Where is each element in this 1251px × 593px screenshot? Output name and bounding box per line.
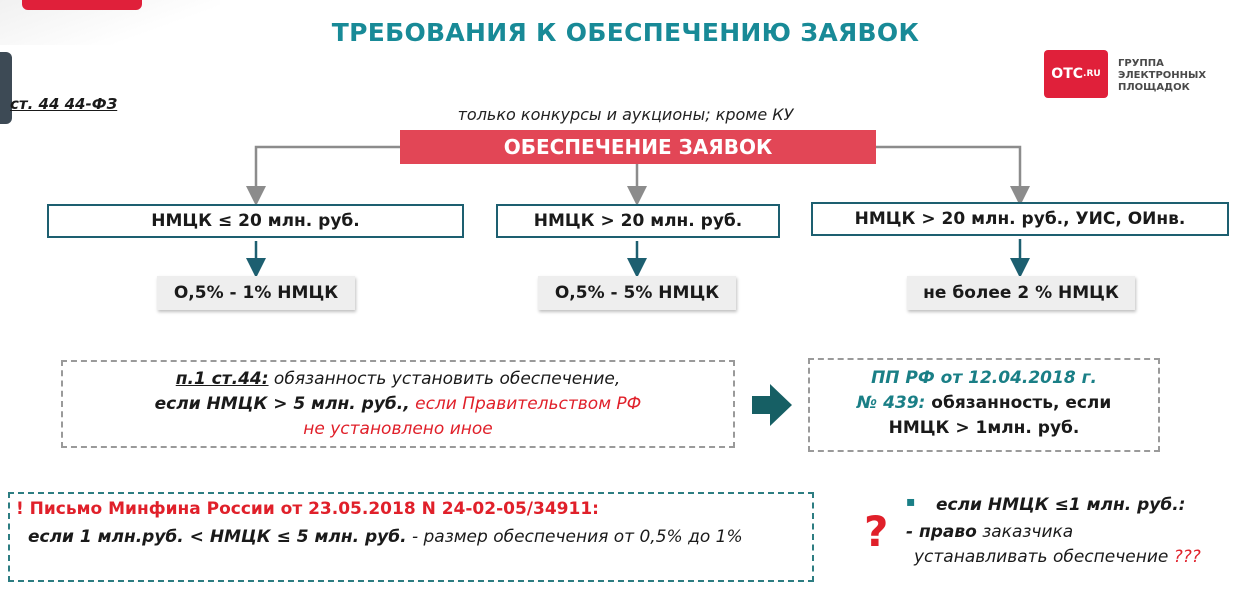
rule-text-2-red: если Правительством РФ — [409, 394, 642, 414]
connector-left — [256, 147, 400, 196]
decree-line-2 — [808, 391, 1160, 416]
logo-caption-line: ЭЛЕКТРОННЫХ — [1118, 70, 1207, 81]
note-customer: заказчика — [976, 522, 1074, 542]
connector-right — [876, 147, 1020, 196]
question-mark: ? — [864, 507, 889, 556]
rule-text-2: если НМЦК > 5 млн. руб., — [154, 394, 410, 414]
rule-line-1 — [61, 367, 735, 392]
scope-note: только конкурсы и аукционы; кроме КУ — [457, 105, 794, 124]
note-right: - право — [906, 522, 977, 542]
decree-text-2: обязанность, если — [925, 393, 1112, 413]
note-establish: устанавливать обеспечение — [914, 547, 1174, 567]
rule-line-2 — [61, 392, 735, 417]
law-reference: ст. 44 44-ФЗ — [10, 95, 118, 113]
letter-condition: если 1 млн.руб. < НМЦК ≤ 5 млн. руб. — [28, 527, 407, 547]
letter-line-2 — [28, 527, 743, 547]
logo-brand: OTC — [1051, 66, 1084, 82]
page-title: ТРЕБОВАНИЯ К ОБЕСПЕЧЕНИЮ ЗАЯВОК — [331, 18, 920, 47]
rule-ref: п.1 ст.44: — [175, 369, 269, 389]
decree-line-1: ПП РФ от 12.04.2018 г. — [871, 368, 1097, 388]
decree-box-text — [808, 366, 1160, 441]
big-arrow-right — [752, 384, 792, 426]
decree-ref: № 439: — [856, 393, 926, 413]
tier-amount-3: не более 2 % НМЦК — [907, 276, 1135, 310]
note-line-2 — [906, 522, 1073, 542]
note-question-marks: ??? — [1173, 547, 1201, 567]
root-node-security: ОБЕСПЕЧЕНИЕ ЗАЯВОК — [400, 130, 876, 164]
note-line-1: если НМЦК ≤1 млн. руб.: — [936, 495, 1186, 515]
rule-box-text — [61, 367, 735, 442]
tier-condition-2: НМЦК > 20 млн. руб. — [496, 204, 780, 238]
letter-line-1: ! Письмо Минфина России от 23.05.2018 N 24-02-05/34911: — [16, 499, 599, 519]
bullet-icon: ▪ — [906, 494, 916, 510]
rule-text-3: не установлено иное — [303, 419, 493, 439]
tier-amount-1: О,5% - 1% НМЦК — [157, 276, 355, 310]
note-line-3 — [914, 547, 1201, 567]
logo-caption-line: ПЛОЩАДОК — [1118, 82, 1190, 93]
tier-condition-3: НМЦК > 20 млн. руб., УИС, ОИнв. — [811, 202, 1229, 236]
tier-amount-2: О,5% - 5% НМЦК — [538, 276, 736, 310]
decree-line-3: НМЦК > 1млн. руб. — [888, 418, 1080, 438]
rule-text-1: обязанность установить обеспечение, — [268, 369, 621, 389]
logo-brand-suffix: .RU — [1083, 69, 1101, 79]
letter-size: - размер обеспечения от 0,5% до 1% — [406, 527, 743, 547]
logo-caption-line: ГРУППА — [1118, 58, 1164, 69]
tier-condition-1: НМЦК ≤ 20 млн. руб. — [47, 204, 464, 238]
